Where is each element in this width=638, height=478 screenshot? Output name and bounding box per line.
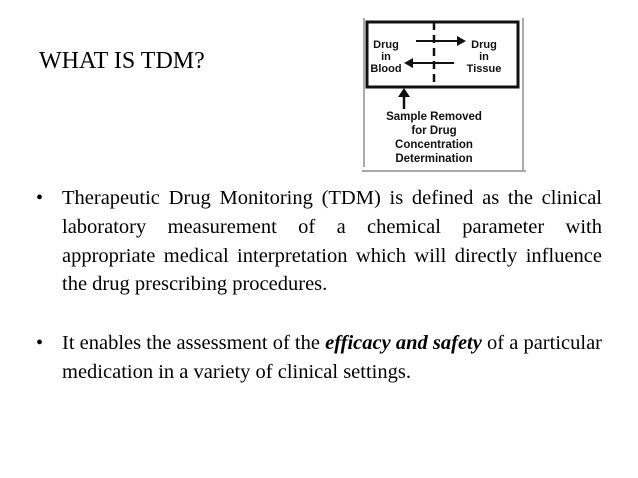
bullet-text-after: of a particular medication in a variety of clinical settings. xyxy=(62,332,602,383)
arrow-to-blood-head xyxy=(404,58,413,68)
tdm-diagram-svg xyxy=(362,17,526,174)
caption-line-4: Determination xyxy=(395,153,473,165)
bullet-marker: • xyxy=(36,187,44,209)
caption-line-1: Sample Removed xyxy=(386,111,482,123)
caption-line-2: for Drug xyxy=(411,125,457,137)
right-box-line-3: Tissue xyxy=(466,63,502,75)
bullet-item-definition xyxy=(36,184,602,299)
left-box-line-3: Blood xyxy=(370,63,402,75)
bullet-emphasis: efficacy and safety xyxy=(325,332,482,355)
bullet-marker: • xyxy=(36,332,44,355)
right-box-line-1: Drug xyxy=(471,39,497,51)
tdm-diagram xyxy=(362,17,526,174)
sample-arrow-head xyxy=(398,88,410,97)
caption-line-3: Concentration xyxy=(395,139,473,151)
bullet-list xyxy=(36,184,602,387)
slide-title: WHAT IS TDM? xyxy=(39,48,205,74)
right-box-line-2: in xyxy=(479,51,489,63)
left-box-line-1: Drug xyxy=(373,39,399,51)
arrow-to-tissue-head xyxy=(457,36,466,46)
bullet-item-efficacy xyxy=(36,329,602,387)
bullet-text-before: It enables the assessment of the xyxy=(62,332,326,355)
left-box-line-2: in xyxy=(381,51,391,63)
bullet-text: Therapeutic Drug Monitoring (TDM) is defined as the clinical laboratory measurement of a chemical parameter with appropriate medical interpretation which will directly influence the drug prescribing procedures. xyxy=(62,187,602,296)
